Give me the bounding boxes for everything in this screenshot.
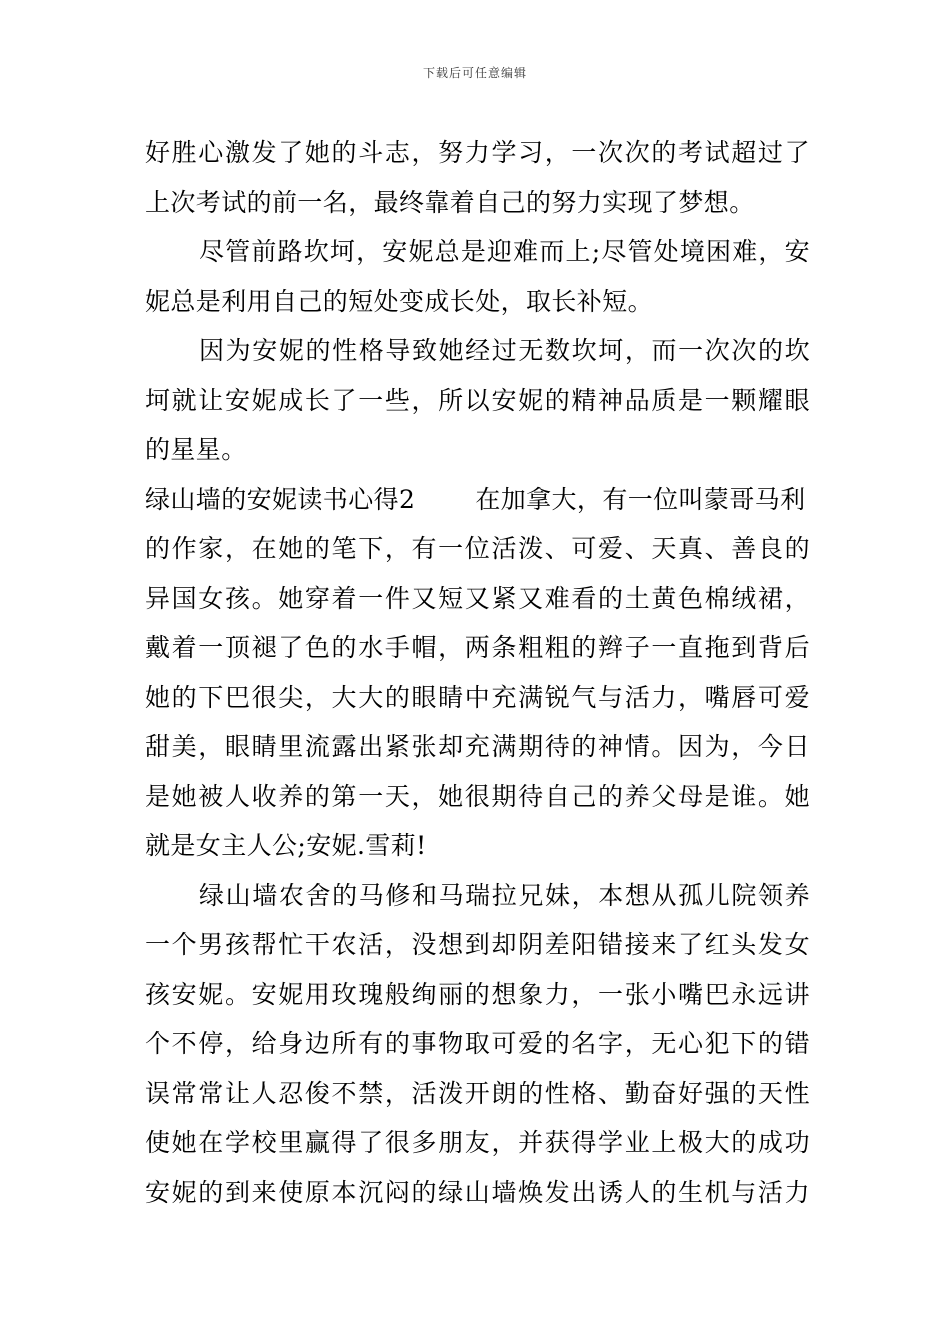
text-line: 孩安妮。安妮用玫瑰般绚丽的想象力，一张小嘴巴永远讲	[145, 979, 810, 1009]
text-line: 使她在学校里赢得了很多朋友，并获得学业上极大的成功	[145, 1128, 810, 1157]
page-header: 下载后可任意编辑	[422, 66, 527, 80]
text-segment: 在加拿大，有一位叫蒙哥马利	[475, 484, 806, 514]
text-line: 妮总是利用自己的短处变成长处，取长补短。	[145, 286, 654, 316]
text-line: 她的下巴很尖，大大的眼睛中充满锐气与活力，嘴唇可爱	[145, 682, 810, 712]
text-line: 绿山墙农舍的马修和马瑞拉兄妹，本想从孤儿院领养	[199, 880, 810, 910]
text-line: 的作家，在她的笔下，有一位活泼、可爱、天真、善良的	[145, 534, 810, 563]
text-line: 就是女主人公;安妮.雪莉!	[145, 831, 427, 860]
paragraph-3	[145, 326, 810, 475]
text-line: 是她被人收养的第一天，她很期待自己的养父母是谁。她	[145, 781, 810, 811]
text-line: 误常常让人忍俊不禁，活泼开朗的性格、勤奋好强的天性	[145, 1078, 810, 1108]
text-line: 异国女孩。她穿着一件又短又紧又难看的土黄色棉绒裙，	[145, 583, 810, 613]
paragraph-2	[145, 227, 810, 326]
text-line: 一个男孩帮忙干农活，没想到却阴差阳错接来了红头发女	[145, 930, 810, 959]
text-line: 的星星。	[145, 435, 247, 464]
text-line: 上次考试的前一名，最终靠着自己的努力实现了梦想。	[145, 187, 755, 217]
text-line: 甜美，眼睛里流露出紧张却充满期待的神情。因为，今日	[145, 732, 810, 761]
text-line: 因为安妮的性格导致她经过无数坎坷，而一次次的坎	[199, 336, 810, 365]
paragraph-1	[145, 128, 810, 227]
text-line: 好胜心激发了她的斗志，努力学习，一次次的考试超过了	[145, 138, 810, 167]
text-line: 个不停，给身边所有的事物取可爱的名字，无心犯下的错	[145, 1029, 810, 1058]
text-line: 坷就让安妮成长了一些，所以安妮的精神品质是一颗耀眼	[145, 385, 810, 415]
paragraph-4	[145, 475, 810, 871]
section-title-line	[145, 475, 810, 525]
section-title: 绿山墙的安妮读书心得2	[145, 484, 416, 514]
text-line: 安妮的到来使原本沉闷的绿山墙焕发出诱人的生机与活力	[145, 1177, 810, 1207]
text-line: 尽管前路坎坷，安妮总是迎难而上;尽管处境困难，安	[199, 237, 810, 266]
text-line: 戴着一顶褪了色的水手帽，两条粗粗的辫子一直拖到背后	[145, 633, 810, 662]
document-body	[145, 128, 810, 1217]
paragraph-5	[145, 871, 810, 1218]
